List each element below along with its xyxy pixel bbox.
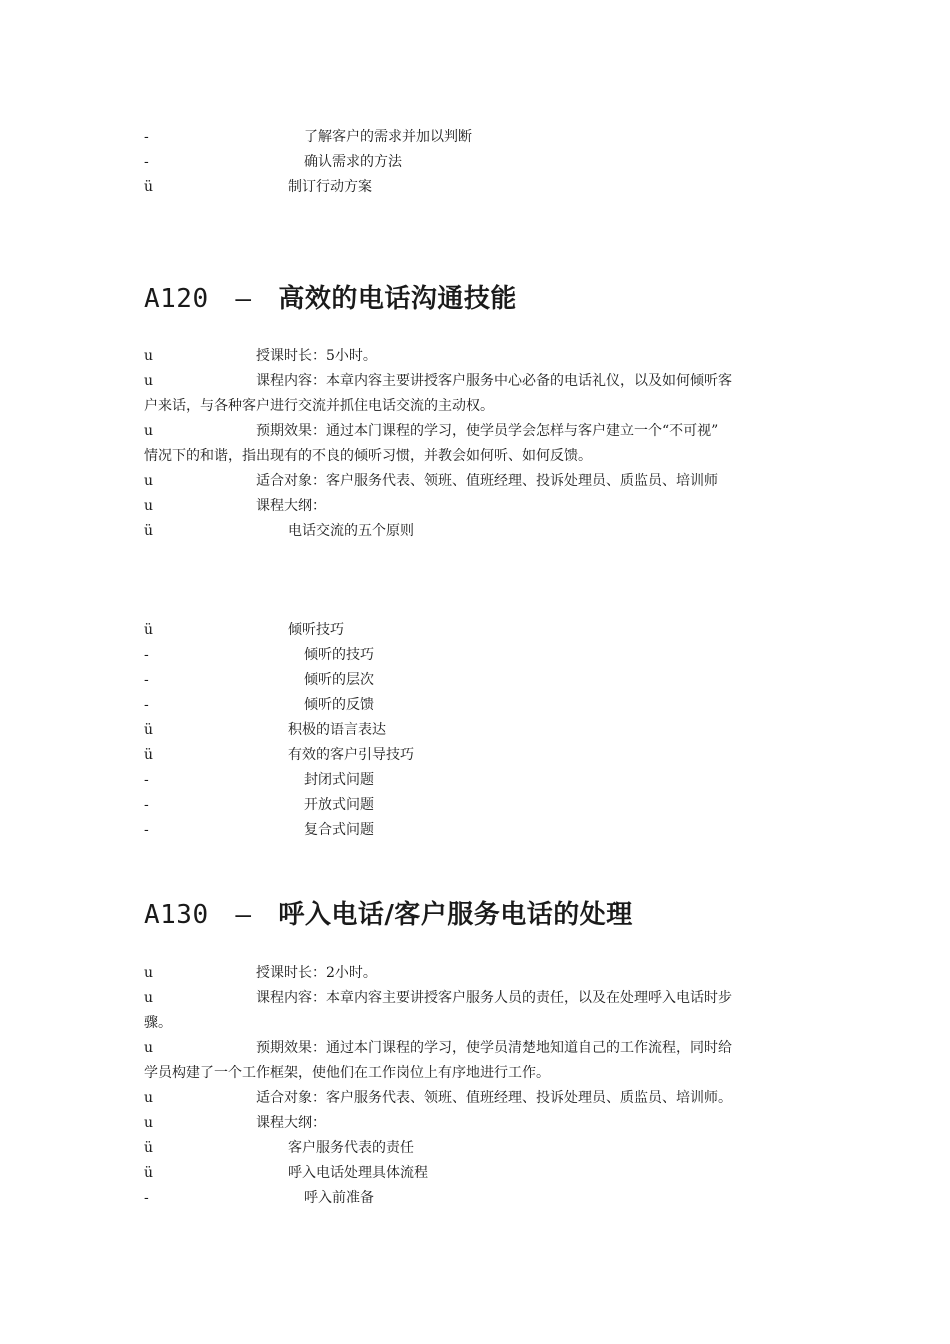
audience-text: 适合对象：客户服务代表、领班、值班经理、投诉处理员、质监员、培训师 [256, 473, 718, 489]
check-bullet: ü [144, 523, 154, 539]
list-item-text: 复合式问题 [304, 822, 374, 838]
audience-text: 适合对象：客户服务代表、领班、值班经理、投诉处理员、质监员、培训师。 [256, 1090, 732, 1106]
list-item [0, 175, 950, 200]
u-bullet: u [144, 423, 154, 439]
list-item [0, 1186, 950, 1211]
dash-bullet: - [144, 1190, 149, 1206]
list-item [0, 818, 950, 843]
course-title: 高效的电话沟通技能 [278, 284, 517, 314]
dash-bullet: - [144, 647, 149, 663]
effect-text-line1: 预期效果：通过本门课程的学习，使学员清楚地知道自己的工作流程，同时给 [256, 1040, 732, 1056]
dash-bullet: - [144, 697, 149, 713]
list-item [0, 768, 950, 793]
dash-bullet: - [144, 797, 149, 813]
list-item [0, 718, 950, 743]
list-item [0, 1136, 950, 1161]
effect-text-line2: 学员构建了一个工作框架，使他们在工作岗位上有序地进行工作。 [144, 1065, 550, 1081]
course-effect [0, 419, 950, 444]
list-item [0, 519, 950, 544]
check-bullet: ü [144, 747, 154, 763]
check-bullet: ü [144, 1140, 154, 1156]
effect-text-line2: 情况下的和谐，指出现有的不良的倾听习惯，并教会如何听、如何反馈。 [144, 448, 592, 464]
course-audience [0, 469, 950, 494]
list-item [0, 793, 950, 818]
course-duration [0, 344, 950, 369]
list-item-text: 倾听的技巧 [304, 647, 374, 663]
list-item [0, 150, 950, 175]
list-item-text: 倾听技巧 [288, 622, 344, 638]
outline-label-text: 课程大纲： [256, 1115, 326, 1131]
dash-bullet: - [144, 672, 149, 688]
u-bullet: u [144, 473, 154, 489]
dash-bullet: - [144, 129, 149, 145]
section-heading-a130 [144, 897, 633, 933]
content-text-line2: 户来话，与各种客户进行交流并抓住电话交流的主动权。 [144, 398, 494, 414]
list-item-text: 呼入前准备 [304, 1190, 374, 1206]
course-content [0, 986, 950, 1011]
list-item [0, 668, 950, 693]
check-bullet: ü [144, 622, 154, 638]
check-bullet: ü [144, 722, 154, 738]
u-bullet: u [144, 965, 154, 981]
content-text-line2: 骤。 [144, 1015, 172, 1031]
check-bullet: ü [144, 179, 154, 195]
effect-text-line1: 预期效果：通过本门课程的学习，使学员学会怎样与客户建立一个“不可视” [256, 423, 719, 439]
u-bullet: u [144, 373, 154, 389]
course-code: A120 [144, 284, 209, 314]
outline-label-text: 课程大纲： [256, 498, 326, 514]
list-item [0, 125, 950, 150]
course-title: 呼入电话/客户服务电话的处理 [278, 900, 633, 930]
list-item-text: 开放式问题 [304, 797, 374, 813]
u-bullet: u [144, 990, 154, 1006]
dash-bullet: - [144, 772, 149, 788]
u-bullet: u [144, 1040, 154, 1056]
check-bullet: ü [144, 1165, 154, 1181]
course-audience [0, 1086, 950, 1111]
list-item [0, 643, 950, 668]
duration-text: 授课时长：5小时。 [256, 348, 377, 364]
u-bullet: u [144, 348, 154, 364]
list-item-text: 电话交流的五个原则 [288, 523, 414, 539]
course-outline-label [0, 1111, 950, 1136]
list-item [0, 618, 950, 643]
dash-bullet: - [144, 822, 149, 838]
course-code: A130 [144, 900, 209, 930]
list-item-text: 有效的客户引导技巧 [288, 747, 414, 763]
u-bullet: u [144, 1090, 154, 1106]
heading-separator: – [235, 900, 252, 930]
content-text-line1: 课程内容：本章内容主要讲授客户服务人员的责任，以及在处理呼入电话时步 [256, 990, 732, 1006]
list-item-text: 倾听的层次 [304, 672, 374, 688]
course-content [0, 369, 950, 394]
list-item-text: 制订行动方案 [288, 179, 372, 195]
list-item-text: 积极的语言表达 [288, 722, 386, 738]
list-item-text: 倾听的反馈 [304, 697, 374, 713]
course-duration [0, 961, 950, 986]
u-bullet: u [144, 1115, 154, 1131]
dash-bullet: - [144, 154, 149, 170]
list-item [0, 743, 950, 768]
course-outline-label [0, 494, 950, 519]
list-item-text: 了解客户的需求并加以判断 [304, 129, 472, 145]
list-item [0, 693, 950, 718]
list-item-text: 呼入电话处理具体流程 [288, 1165, 428, 1181]
list-item-text: 封闭式问题 [304, 772, 374, 788]
list-item-text: 客户服务代表的责任 [288, 1140, 414, 1156]
course-effect [0, 1036, 950, 1061]
duration-text: 授课时长：2小时。 [256, 965, 377, 981]
u-bullet: u [144, 498, 154, 514]
heading-separator: – [235, 284, 252, 314]
list-item [0, 1161, 950, 1186]
section-heading-a120 [144, 281, 517, 317]
list-item-text: 确认需求的方法 [304, 154, 402, 170]
content-text-line1: 课程内容：本章内容主要讲授客户服务中心必备的电话礼仪，以及如何倾听客 [256, 373, 732, 389]
